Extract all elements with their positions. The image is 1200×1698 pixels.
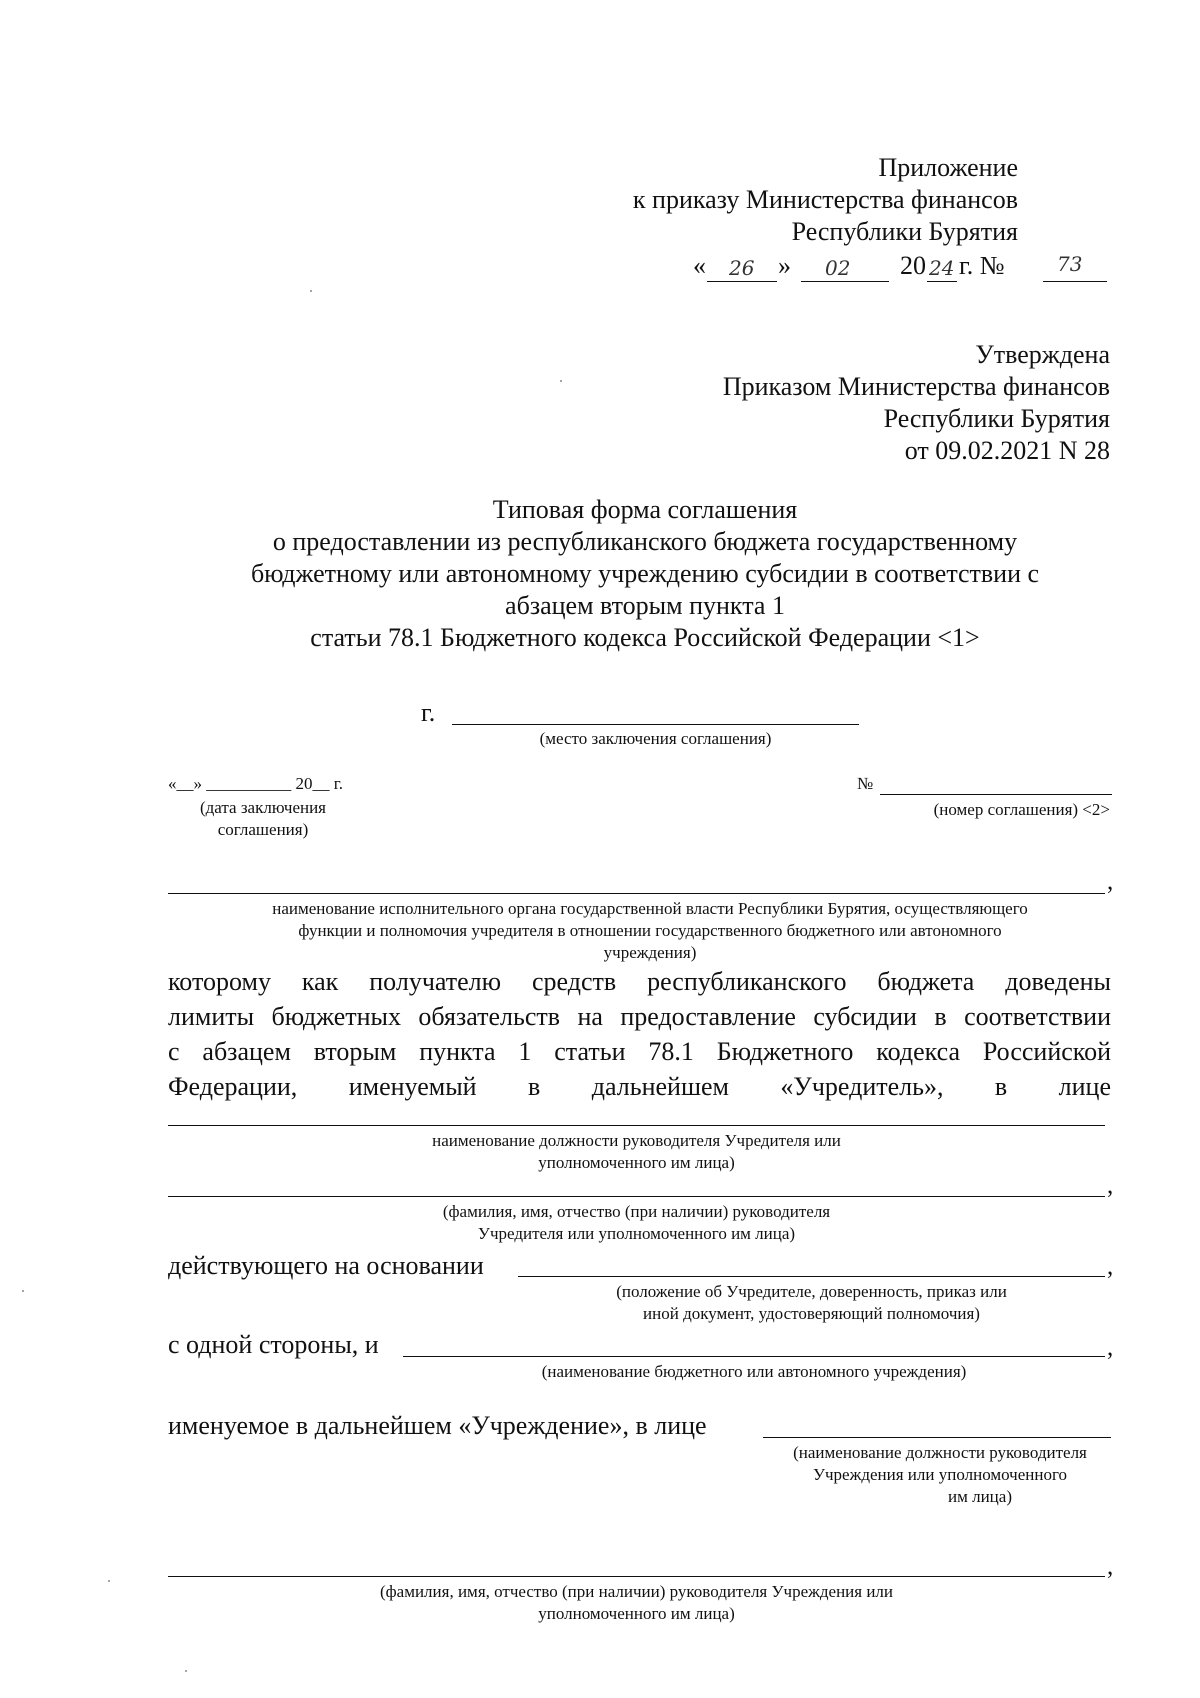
founder-paragraph-line-1: которому как получателю средств республиканского бюджета доведены	[168, 967, 1111, 996]
founder-paragraph-line-2: лимиты бюджетных обязательств на предоставление субсидии в соответствии	[168, 1002, 1111, 1031]
founder-head-position-field[interactable]	[168, 1125, 1105, 1126]
scan-speck	[310, 290, 312, 292]
basis-label: действующего на основании	[168, 1251, 484, 1280]
approved-republic: Республики Бурятия	[883, 404, 1110, 433]
institution-position-caption: (наименование должности руководителя	[793, 1443, 1087, 1462]
open-quote: «	[693, 251, 706, 280]
founder-caption-line-3: учреждения)	[603, 943, 697, 962]
handwritten-day: 26	[729, 256, 755, 280]
founder-name-caption-line-2: Учредителя или уполномоченного им лица)	[477, 1224, 796, 1243]
institution-label: именуемое в дальнейшем «Учреждение», в лице	[168, 1411, 707, 1440]
appendix-republic: Республики Бурятия	[791, 217, 1018, 246]
institution-head-position-field[interactable]	[763, 1437, 1111, 1438]
basis-caption: (положение об Учредителе, доверенность, приказ или	[616, 1282, 1007, 1301]
form-title-line-3: бюджетному или автономному учреждению субсидии в соответствии с	[250, 559, 1040, 588]
date-caption: (дата заключения	[199, 798, 326, 817]
founder-name-field[interactable]	[168, 893, 1105, 894]
year-g-number: г. №	[959, 251, 1005, 280]
founder-caption-line-2: функции и полномочия учредителя в отношении государственного бюджетного или автономного	[298, 921, 1002, 940]
comma: ,	[1107, 1253, 1114, 1280]
scan-speck	[22, 1290, 24, 1292]
handwritten-number: 73	[1057, 252, 1083, 276]
number-prefix: №	[857, 774, 874, 793]
appendix-order-ref: к приказу Министерства финансов	[632, 185, 1018, 214]
founder-caption: наименование исполнительного органа государственной власти Республики Бурятия, осуществляющего	[272, 899, 1028, 918]
form-title-line-2: о предоставлении из республиканского бюджета государственному	[272, 527, 1018, 556]
comma: ,	[1107, 1172, 1114, 1199]
appendix-date-line	[693, 250, 1023, 284]
form-title-line-4: абзацем вторым пункта 1	[505, 591, 785, 620]
handwritten-year: 24	[929, 256, 955, 280]
form-title: Типовая форма соглашения	[492, 495, 798, 524]
number-caption: (номер соглашения) <2>	[933, 800, 1110, 819]
close-quote: »	[778, 251, 791, 280]
year-prefix: 20	[900, 251, 926, 280]
approved-title: Утверждена	[975, 340, 1110, 369]
agreement-date-field[interactable]: «__» __________ 20__ г.	[168, 774, 344, 793]
approved-date-number: от 09.02.2021 N 28	[904, 436, 1110, 465]
founder-paragraph-line-4: Федерации, именуемый в дальнейшем «Учредитель», в лице	[168, 1072, 1111, 1101]
comma: ,	[1107, 1553, 1114, 1580]
basis-field[interactable]	[518, 1276, 1105, 1277]
institution-caption: (наименование бюджетного или автономного учреждения)	[541, 1362, 967, 1381]
scan-speck	[108, 1580, 110, 1582]
agreement-number-field[interactable]	[880, 794, 1112, 795]
institution-name-field[interactable]	[403, 1356, 1105, 1357]
date-caption-line-2: соглашения)	[217, 820, 309, 839]
institution-position-caption-line-3: им лица)	[948, 1487, 1012, 1506]
form-title-line-5: статьи 78.1 Бюджетного кодекса Российской Федерации <1>	[310, 623, 980, 652]
founder-paragraph-line-3: с абзацем вторым пункта 1 статьи 78.1 Бюджетного кодекса Российской	[168, 1037, 1111, 1066]
basis-caption-line-2: иной документ, удостоверяющий полномочия)	[643, 1304, 980, 1323]
founder-head-name-field[interactable]	[168, 1196, 1105, 1197]
place-prefix: г.	[421, 698, 436, 727]
institution-head-name-field[interactable]	[168, 1576, 1105, 1577]
scan-speck	[185, 1670, 187, 1672]
institution-position-caption-line-2: Учреждения или уполномоченного	[812, 1465, 1068, 1484]
founder-position-caption-line-2: уполномоченного им лица)	[538, 1153, 735, 1172]
scan-speck	[560, 380, 562, 382]
founder-position-caption: наименование должности руководителя Учредителя или	[432, 1131, 841, 1150]
institution-name-caption: (фамилия, имя, отчество (при наличии) руководителя Учреждения или	[379, 1582, 894, 1601]
handwritten-month: 02	[825, 256, 851, 280]
approved-by-order: Приказом Министерства финансов	[722, 372, 1110, 401]
comma: ,	[1107, 1334, 1114, 1361]
place-field[interactable]	[452, 724, 859, 725]
founder-name-caption: (фамилия, имя, отчество (при наличии) руководителя	[442, 1202, 831, 1221]
party-label: с одной стороны, и	[168, 1330, 379, 1359]
order-number-field	[1043, 250, 1107, 284]
comma: ,	[1107, 868, 1114, 895]
institution-name-caption-line-2: уполномоченного им лица)	[538, 1604, 735, 1623]
place-caption: (место заключения соглашения)	[539, 729, 772, 748]
appendix-title: Приложение	[878, 153, 1018, 182]
